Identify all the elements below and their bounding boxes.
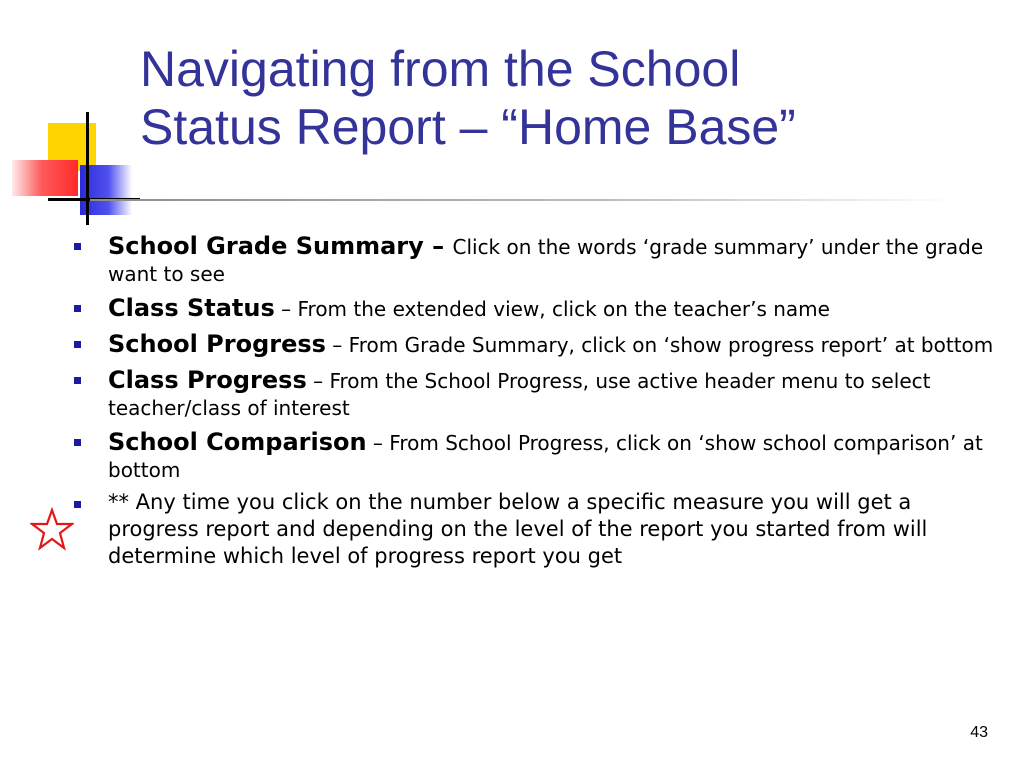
bullet-text: Click on the words ‘grade summary’ under the grade want to see [108, 235, 984, 286]
bullet-marker [74, 243, 81, 250]
bullet-item [68, 427, 1008, 483]
bullet-marker [74, 341, 81, 348]
bullet-title: Class Progress [108, 366, 307, 394]
bullet-item [68, 293, 1008, 323]
bullet-item [68, 329, 1008, 359]
title-line-2: Status Report – “Home Base” [140, 99, 796, 155]
bullet-dash: – [423, 232, 453, 260]
bullet-dash: – [325, 333, 349, 357]
title-line-1: Navigating from the School [140, 41, 741, 97]
bullet-dash: – [366, 431, 390, 455]
bullet-marker [74, 501, 81, 508]
bullet-item [68, 489, 1008, 570]
bullet-text: From the School Progress, use active header menu to select teacher/class of interest [108, 369, 931, 420]
bullet-list [68, 231, 1008, 576]
bullet-title: School Comparison [108, 428, 367, 456]
bullet-text: From the extended view, click on the teacher’s name [297, 297, 830, 321]
slide-title [140, 40, 1000, 156]
red-square [12, 160, 78, 196]
bullet-dash: – [306, 369, 330, 393]
bullet-marker [74, 305, 81, 312]
logo-vertical-line [86, 112, 89, 225]
bullet-marker [74, 377, 81, 384]
outline-star-icon [30, 507, 74, 551]
bullet-item [68, 365, 1008, 421]
bullet-item [68, 231, 1008, 287]
bullet-title: Class Status [108, 294, 275, 322]
bullet-title: School Grade Summary [108, 232, 424, 260]
bullet-title: School Progress [108, 330, 326, 358]
bullet-marker [74, 439, 81, 446]
bullet-dash: – [274, 297, 298, 321]
bullet-text: ** Any time you click on the number below a specific measure you will get a progress report and depending on the level of the report you started from will determine which level of progress report you get [108, 490, 928, 568]
bullet-text: From School Progress, click on ‘show school comparison’ at bottom [108, 431, 983, 482]
title-divider [90, 199, 960, 201]
page-number: 43 [970, 724, 988, 741]
bullet-text: From Grade Summary, click on ‘show progress report’ at bottom [348, 333, 994, 357]
